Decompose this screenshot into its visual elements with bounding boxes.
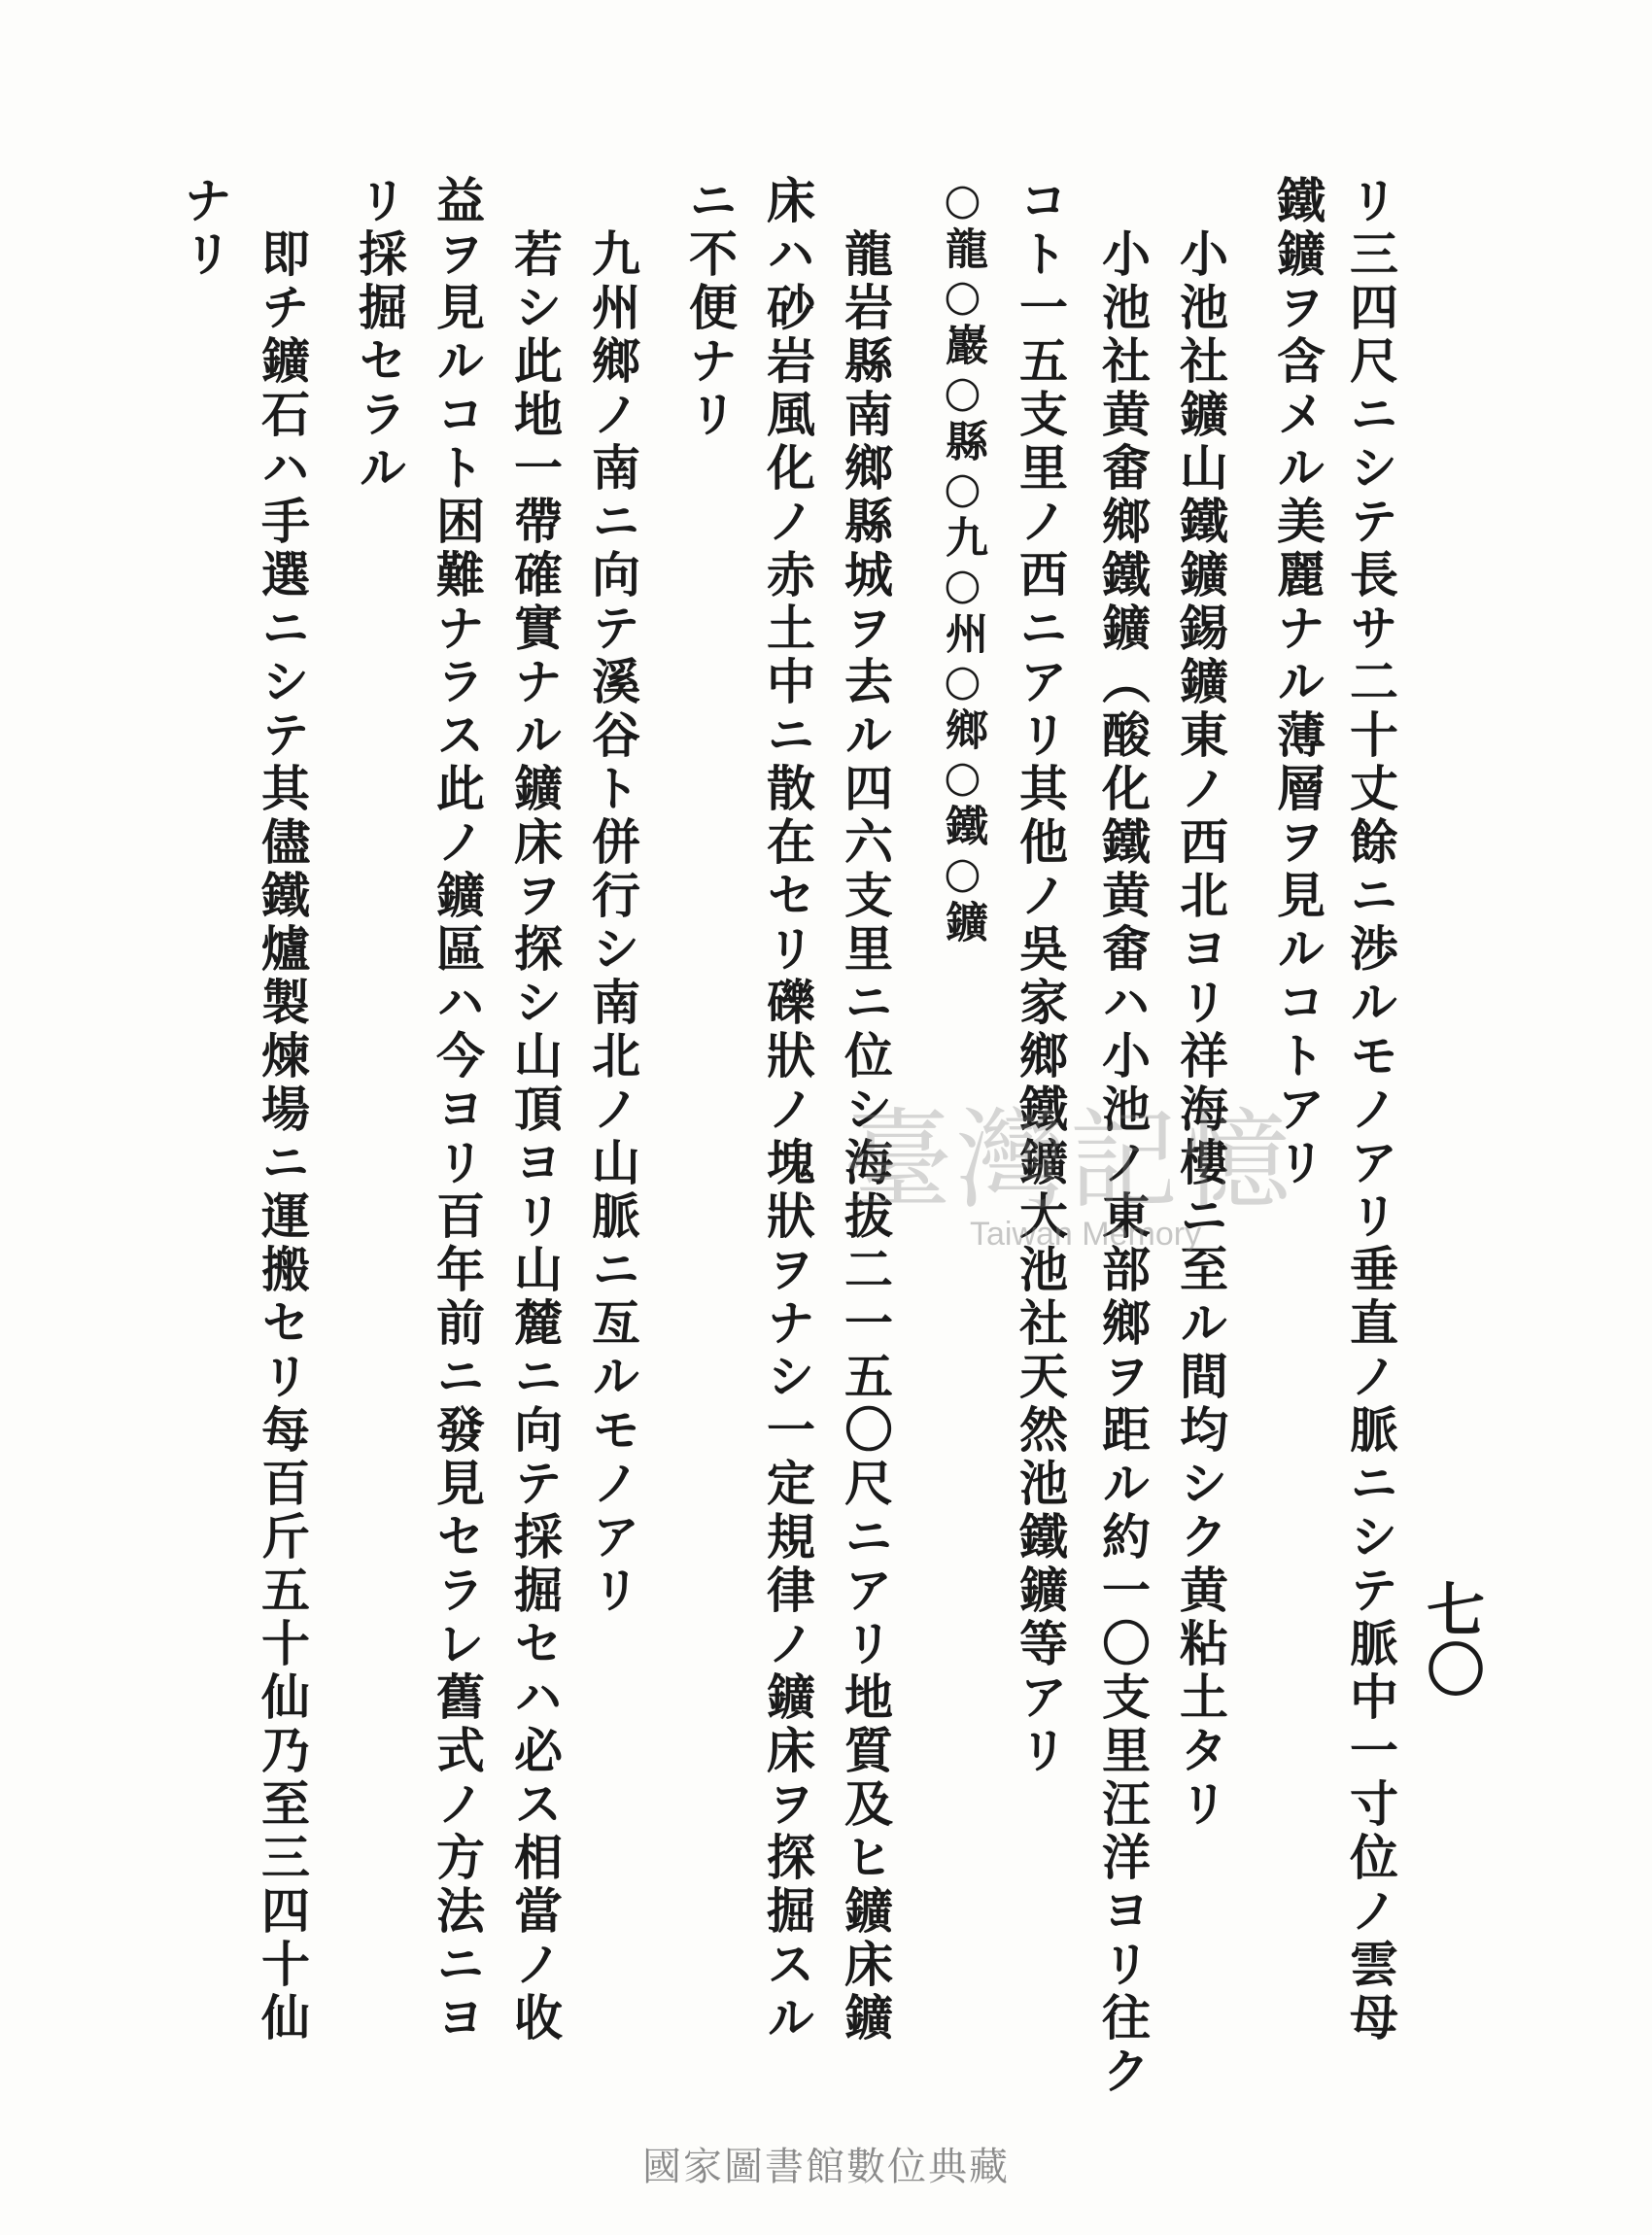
watermark-subtitle: Taiwan Memory [970, 1216, 1202, 1253]
section-heading: ○龍○巖○縣○九○州○鄉○鐵○鑛 [938, 175, 987, 945]
text-column-10: 若シ此地一帶確實ナル鑛床ヲ探シ山頂ヨリ山麓ニ向テ採掘セハ必ス相當ノ收 [506, 228, 564, 2046]
watermark-title: 臺灣記憶 [843, 1098, 1294, 1224]
text-column-8: ニ不便ナリ [681, 175, 739, 442]
page-number: 七〇 [1417, 1579, 1485, 1700]
text-column-5: コト一五支里ノ西ニアリ其他ノ吳家鄉鐵鑛大池社天然池鐵鑛等アリ [1012, 175, 1069, 1778]
text-column-7: 床ハ砂岩風化ノ赤土中ニ散在セリ礫狀ノ塊狀ヲナシ一定規律ノ鑛床ヲ探掘スル [759, 175, 816, 2046]
text-column-1: リ三四尺ニシテ長サ二十丈餘ニ渉ルモノアリ垂直ノ脈ニシテ脈中一寸位ノ雲母 [1342, 175, 1399, 2046]
footer-credit: 國家圖書館數位典藏 [642, 2145, 1010, 2189]
text-column-11: 益ヲ見ルコト困難ナラス此ノ鑛區ハ今ヨリ百年前ニ發見セラレ舊式ノ方法ニヨ [429, 175, 486, 2046]
text-column-12: リ採掘セラル [351, 175, 408, 496]
text-column-3: 小池社鑛山鐵鑛錫鑛東ノ西北ヨリ祥海樓ニ至ル間均シク黄粘土タリ [1172, 228, 1229, 1832]
text-column-9: 九州鄉ノ南ニ向テ溪谷ト併行シ南北ノ山脈ニ亙ルモノアリ [584, 228, 641, 1618]
text-column-14: ナリ [176, 175, 233, 282]
text-column-2: 鐵鑛ヲ含メル美麗ナル薄層ヲ見ルコトアリ [1269, 175, 1326, 1190]
text-column-6: 龍岩縣南鄉縣城ヲ去ル四六支里ニ位シ海拔二一五〇尺ニアリ地質及ヒ鑛床鑛 [837, 228, 894, 2046]
text-column-4: 小池社黄畬鄉鐵鑛（酸化鐵黄畬ハ小池ノ東部鄉ヲ距ル約一〇支里汪洋ヨリ往ク [1094, 228, 1152, 2099]
text-column-13: 即チ鑛石ハ手選ニシテ其儘鐵爐製煉場ニ運搬セリ每百斤五十仙乃至三四十仙 [254, 228, 311, 2046]
